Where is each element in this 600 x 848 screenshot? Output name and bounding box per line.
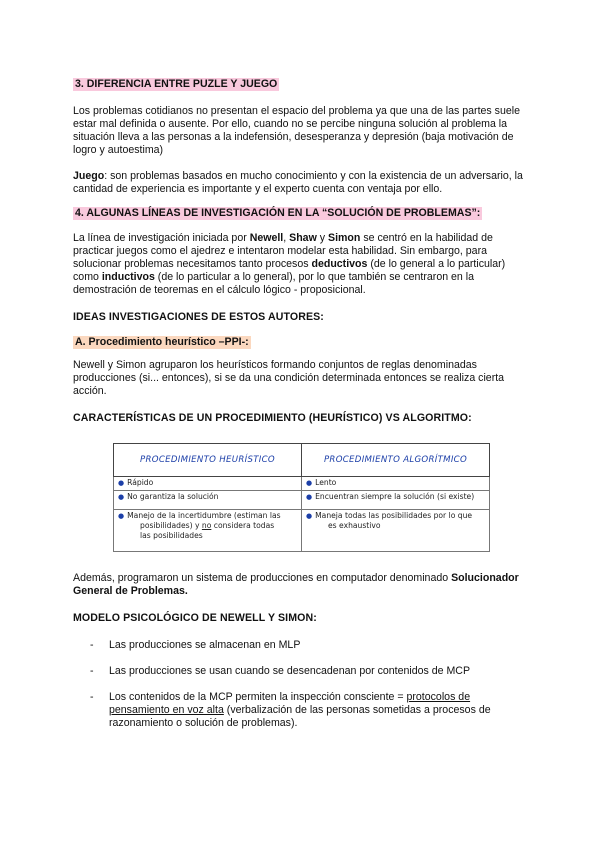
comparison-table	[113, 443, 490, 552]
solucionador-term: Solucionador General de Problemas.	[73, 572, 519, 597]
bullet-icon: ●	[118, 512, 125, 520]
document-page	[73, 70, 525, 730]
term-inductivos: inductivos	[101, 271, 155, 283]
table-cell	[302, 510, 490, 552]
modelo-heading: MODELO PSICOLÓGICO DE NEWELL Y SIMON:	[73, 612, 317, 624]
cell-text: considera todas	[211, 521, 275, 530]
subsection-a-paragraph: Newell y Simon agruparon los heurísticos formando conjuntos de reglas denominadas producciones (si... entonces), si se da una condición determinada entonces se realiza cierta acción.	[73, 359, 505, 397]
table-header-row	[114, 444, 490, 477]
cell-text: Manejo de la incertidumbre (estiman las	[127, 511, 281, 520]
table-row	[114, 477, 490, 491]
dash-marker: -	[90, 639, 94, 651]
cell-text: Maneja todas las posibilidades por lo que	[315, 511, 473, 520]
section-3-paragraph: Los problemas cotidianos no presentan el espacio del problema ya que una de las partes suele estar mal definida o ausente. Por ello, cuando no se percibe ninguna solución al problema la situación lleva a las personas a la indefensión, desesperanza y depresión (baja motivación de logro y autoestima)	[73, 105, 520, 156]
ademas-text: Además, programaron un sistema de producciones en computador denominado	[73, 572, 452, 584]
table-cell	[114, 510, 302, 552]
cell-text: Encuentran siempre la solución (si existe)	[315, 492, 475, 501]
model-list	[73, 639, 525, 730]
section-4-paragraph	[73, 232, 525, 297]
dash-marker: -	[90, 691, 94, 703]
header-heuristico: PROCEDIMIENTO HEURÍSTICO	[114, 444, 302, 477]
cell-text: es exhaustivo	[328, 521, 381, 530]
bullet-icon: ●	[118, 493, 125, 501]
ideas-heading: IDEAS INVESTIGACIONES DE ESTOS AUTORES:	[73, 311, 324, 323]
table-cell	[302, 491, 490, 510]
cell-text: No garantiza la solución	[127, 492, 219, 501]
bullet-icon: ●	[306, 493, 313, 501]
s4-text-4: (de lo particular a lo general), por lo que también se centraron en la demostración de teoremas en el cálculo lógico - proposicional.	[73, 271, 475, 296]
section-4-heading: 4. ALGUNAS LÍNEAS DE INVESTIGACIÓN EN LA “SOLUCIÓN DE PROBLEMAS”:	[75, 207, 481, 219]
cell-text-line	[118, 521, 274, 530]
list-item	[73, 691, 525, 730]
author-newell: Newell	[249, 232, 284, 244]
table-cell	[302, 477, 490, 491]
cell-text: Lento	[315, 478, 337, 487]
list-item	[73, 665, 525, 678]
table-cell	[114, 491, 302, 510]
section-3-heading: 3. DIFERENCIA ENTRE PUZLE Y JUEGO	[75, 78, 278, 90]
author-shaw: Shaw	[289, 232, 317, 244]
juego-term: Juego	[73, 170, 105, 182]
header-algoritmico: PROCEDIMIENTO ALGORÍTMICO	[302, 444, 490, 477]
s4-text-2: se centró en la habilidad de practicar juegos como el ajedrez e intentaron modelar esta habilidad. Sin embargo, para solucionar problemas necesitamos tanto procesos	[73, 232, 493, 270]
table-row	[114, 491, 490, 510]
list-item-text: (verbalización de las personas sometidas a procesos de razonamiento o solución de problemas).	[109, 704, 491, 729]
dash-marker: -	[90, 665, 94, 677]
term-deductivos: deductivos	[311, 258, 368, 270]
list-item	[73, 639, 525, 652]
juego-paragraph	[73, 170, 525, 196]
list-item-text: Los contenidos de la MCP permiten la inspección consciente =	[109, 691, 407, 703]
juego-definition: : son problemas basados en mucho conocimiento y con la existencia de un adversario, la cantidad de experiencia es importante y el experto cuenta con ventaja por ello.	[73, 170, 523, 195]
table-cell	[114, 477, 302, 491]
subsection-a-heading: A. Procedimiento heurístico –PPI-:	[75, 336, 249, 348]
list-item-text: Las producciones se almacenan en MLP	[109, 639, 301, 651]
bullet-icon: ●	[118, 479, 125, 487]
ademas-paragraph	[73, 572, 525, 598]
author-simon: Simon	[328, 232, 361, 244]
table-row	[114, 510, 490, 552]
cell-text: posibilidades) y	[140, 521, 202, 530]
s4-and: y	[316, 232, 328, 244]
underlined-term: protocolos de pensamiento en voz alta	[109, 691, 471, 716]
caracteristicas-heading: CARACTERÍSTICAS DE UN PROCEDIMIENTO (HEURÍSTICO) VS ALGORITMO:	[73, 412, 472, 424]
s4-comma: ,	[283, 232, 290, 244]
bullet-icon: ●	[306, 479, 313, 487]
cell-text-underlined: no	[201, 521, 212, 530]
cell-text: las posibilidades	[140, 531, 203, 540]
cell-text: Rápido	[127, 478, 154, 487]
s4-text-1: La línea de investigación iniciada por	[73, 232, 250, 244]
bullet-icon: ●	[306, 512, 313, 520]
list-item-text: Las producciones se usan cuando se desencadenan por contenidos de MCP	[109, 665, 471, 677]
s4-text-3: (de lo general a lo particular) como	[73, 258, 506, 283]
